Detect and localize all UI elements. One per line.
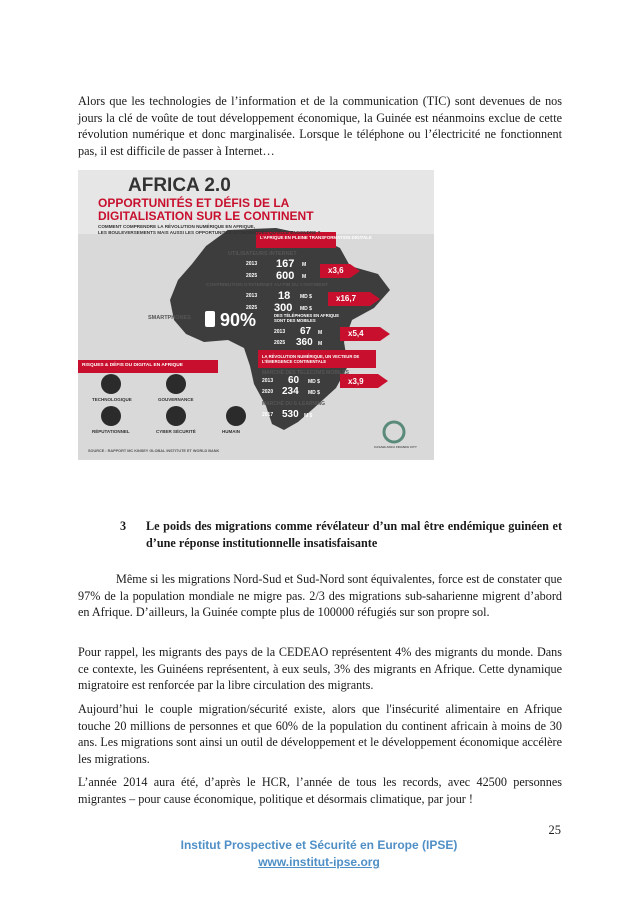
footer-website-link[interactable]: www.institut-ipse.org <box>258 855 380 869</box>
phones-unit-1: M <box>318 330 323 336</box>
infographic-source: SOURCE : RAPPORT MC KINSEY GLOBAL INSTITUTE ET WORLD BANK <box>88 449 220 453</box>
users-value-1: 167 <box>276 258 295 270</box>
phones-unit-2: M <box>318 341 323 347</box>
phones-value-2: 360 <box>296 337 313 348</box>
telecom-multiplier: x3,9 <box>348 377 364 386</box>
phones-year-1: 2013 <box>274 329 286 335</box>
infographic-question-2: LES BOULEVERSEMENTS MAIS AUSSI LES OPPORTUNITÉS ÉCONOMIQUES QU’ELLE ENGENDRE ? <box>98 230 321 235</box>
risk-cyber: CYBER SÉCURITÉ <box>156 429 196 434</box>
gdp-value-1: 18 <box>278 290 291 302</box>
telecom-value-1: 60 <box>288 375 300 386</box>
banner-risks: RISQUES & DÉFIS DU DIGITAL EN AFRIQUE <box>82 363 183 368</box>
infographic-title-main: AFRICA 2.0 <box>128 175 231 196</box>
users-year-1: 2013 <box>246 261 258 267</box>
risk-human: HUMAIN <box>222 429 240 434</box>
smartphones-label: SMARTPHONES <box>148 315 191 321</box>
risk-technological: TECHNOLOGIQUE <box>92 397 132 402</box>
africa-infographic <box>78 170 434 460</box>
paragraph-4: L’année 2014 aura été, d’après le HCR, l’année de tous les records, avec 42500 personnes migrantes – pour cause économique, politique et désormais climatique, par jour ! <box>78 775 562 806</box>
section-heading <box>120 518 562 551</box>
telecom-year-1: 2013 <box>262 378 274 384</box>
users-unit-2: M <box>302 274 307 280</box>
page-number: 25 <box>548 823 561 837</box>
users-multiplier: x3,6 <box>328 266 344 275</box>
users-value-2: 600 <box>276 270 295 282</box>
gdp-year-2: 2025 <box>246 305 258 311</box>
infographic-title-line3: DIGITALISATION SUR LE CONTINENT <box>98 209 314 223</box>
banner-transformation: L’AFRIQUE EN PLEINE TRANSFORMATION DIGITALE <box>260 235 372 240</box>
paragraph-2: Pour rappel, les migrants des pays de la CEDEAO représentent 4% des migrants du monde. Dans ce contexte, les Guinéens représentent, à eux seuls, 3% des migrants en Afrique. Cette dynamique migratoire est renforcée par la libre circulation des migrants. <box>78 645 562 693</box>
smartphones-percent: 90% <box>220 310 257 330</box>
phones-value-1: 67 <box>300 326 312 337</box>
elearning-label: MARCHÉ DU E-LEARNING <box>262 401 326 407</box>
section-number: 3 <box>120 519 127 533</box>
phones-multiplier: x5,4 <box>348 329 364 338</box>
section-title: Le poids des migrations comme révélateur d’un mal être endémique guinéen et d’une réponse institutionnelle insatisfaisante <box>146 519 562 550</box>
paragraph-3: Aujourd’hui le couple migration/sécurité existe, alors que l'insécurité alimentaire en Afrique touche 20 millions de personnes et que 60% de la population du continent africain à moins de 30 ans. Les migrations sont ainsi un outil de développement et le développement économique accélère les migrations. <box>78 702 562 766</box>
users-label: UTILISATEURS INTERNET <box>228 251 297 257</box>
infographic-question-1: COMMENT COMPRENDRE LA RÉVOLUTION NUMÉRIQUE EN AFRIQUE, <box>98 224 255 229</box>
gdp-multiplier: x16,7 <box>336 294 357 303</box>
elearning-year: 2017 <box>262 412 274 418</box>
elearning-value: 530 <box>282 409 299 420</box>
footer-institute: Institut Prospective et Sécurité en Europe (IPSE) <box>180 838 458 852</box>
telecom-label: MARCHÉ DES TELECOMS MOBILES <box>262 370 349 376</box>
gdp-year-1: 2013 <box>246 293 258 299</box>
paragraph-1: Même si les migrations Nord-Sud et Sud-Nord sont équivalentes, force est de constater que 97% de la population mondiale ne migre pas. 2/3 des migrations sub-saharienne migrent d’abord en Afrique. D’ailleurs, la Guinée compte plus de 100000 réfugiés sur son propre sol. <box>78 572 562 620</box>
infographic-title-line2: OPPORTUNITÉS ET DÉFIS DE LA <box>98 196 290 210</box>
telecom-year-2: 2020 <box>262 389 274 395</box>
phones-year-2: 2025 <box>274 340 286 346</box>
banner-emergence: LA RÉVOLUTION NUMÉRIQUE, UN VECTEUR DE L’ÉMERGENCE CONTINENTALE <box>262 354 360 365</box>
logo-text: CASABLANCA FINANCE CITY <box>374 445 417 449</box>
gdp-label: CONTRIBUTION D’INTERNET AU PIB DU CONTINENT <box>206 283 328 288</box>
risk-governance: GOUVERNANCE <box>158 397 194 402</box>
telecom-value-2: 234 <box>282 386 299 397</box>
telecom-unit-1: MD $ <box>308 379 320 385</box>
gdp-unit-1: MD $ <box>300 294 312 300</box>
elearning-unit: M $ <box>304 413 313 419</box>
risk-reputational: RÉPUTATIONNEL <box>92 429 130 434</box>
gdp-value-2: 300 <box>274 302 293 314</box>
users-unit-1: M <box>302 262 307 268</box>
users-year-2: 2025 <box>246 273 258 279</box>
telecom-unit-2: MD $ <box>308 390 320 396</box>
smartphones-note: DES TÉLÉPHONES EN AFRIQUE SONT DES MOBILES <box>274 313 339 324</box>
gdp-unit-2: MD $ <box>300 306 312 312</box>
intro-paragraph: Alors que les technologies de l’information et de la communication (TIC) sont devenues de nos jours la clé de voûte de tout développement économique, la Guinée est néanmoins exclue de cette révolution numérique et donc marginalisée. Lorsque le téléphone ou l’électricité ne fonctionnent pas, il est difficile de passer à Internet… <box>78 94 562 158</box>
